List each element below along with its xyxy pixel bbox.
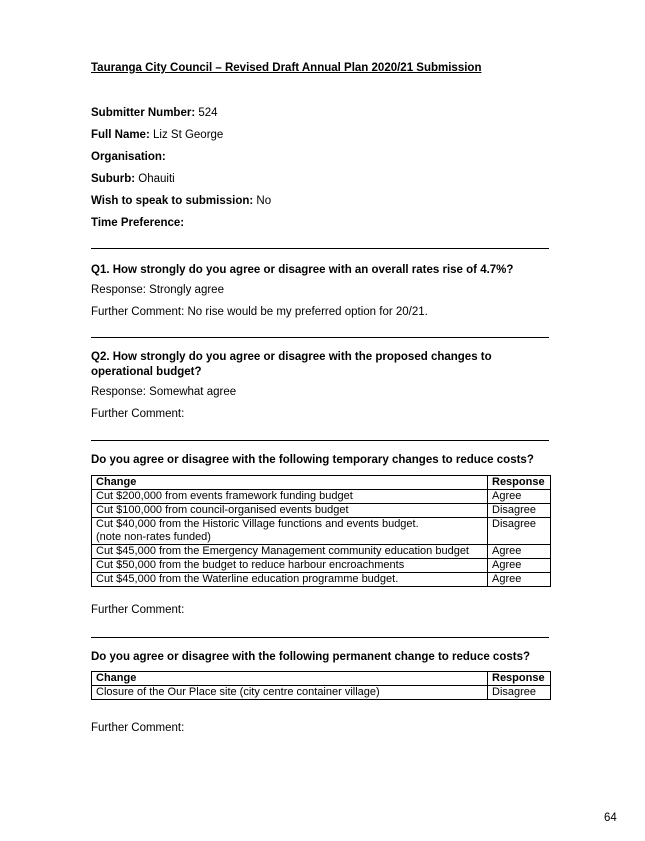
temporary-question: Do you agree or disagree with the following temporary changes to reduce costs?	[91, 454, 534, 466]
table-row	[92, 518, 551, 545]
table-header-row	[92, 476, 551, 490]
header-response: Response	[488, 476, 551, 490]
response-cell: Disagree	[488, 504, 551, 518]
wish-to-speak-value: No	[256, 195, 272, 207]
suburb-value: Ohauiti	[138, 173, 175, 185]
change-cell: Closure of the Our Place site (city centre container village)	[92, 686, 488, 700]
suburb	[91, 173, 175, 185]
table-row	[92, 686, 551, 700]
full-name-value: Liz St George	[153, 129, 224, 141]
time-preference	[91, 217, 184, 229]
change-cell: Cut $100,000 from council-organised events budget	[92, 504, 488, 518]
q2-question: Q2. How strongly do you agree or disagree with the proposed changes to operational budget?	[91, 351, 492, 378]
change-text: Cut $40,000 from the Historic Village functions and events budget.	[96, 518, 419, 530]
q1-response: Response: Strongly agree	[91, 284, 224, 296]
change-cell: Cut $50,000 from the budget to reduce harbour encroachments	[92, 559, 488, 573]
table-row	[92, 573, 551, 587]
permanent-comment: Further Comment:	[91, 722, 185, 734]
header-response: Response	[488, 672, 551, 686]
change-cell	[92, 518, 488, 545]
permanent-changes-table	[91, 671, 551, 700]
change-cell: Cut $45,000 from the Waterline education programme budget.	[92, 573, 488, 587]
change-cell: Cut $200,000 from events framework funding budget	[92, 490, 488, 504]
q2-comment: Further Comment:	[91, 408, 185, 420]
temporary-changes-table	[91, 475, 551, 587]
table-row	[92, 545, 551, 559]
change-note: (note non-rates funded)	[96, 531, 211, 543]
response-cell: Disagree	[488, 686, 551, 700]
wish-to-speak-label: Wish to speak to submission:	[91, 195, 254, 207]
full-name-label: Full Name:	[91, 129, 150, 141]
divider	[91, 248, 549, 249]
suburb-label: Suburb:	[91, 173, 136, 185]
table-row	[92, 490, 551, 504]
divider	[91, 337, 549, 338]
response-cell: Agree	[488, 490, 551, 504]
permanent-question: Do you agree or disagree with the following permanent change to reduce costs?	[91, 651, 530, 663]
wish-to-speak	[91, 195, 271, 207]
table-row	[92, 559, 551, 573]
response-cell: Agree	[488, 573, 551, 587]
temporary-comment: Further Comment:	[91, 604, 185, 616]
submitter-number	[91, 107, 218, 119]
table-header-row	[92, 672, 551, 686]
header-change: Change	[92, 476, 488, 490]
full-name	[91, 129, 223, 141]
submitter-number-value: 524	[198, 107, 218, 119]
q2-response: Response: Somewhat agree	[91, 386, 237, 398]
document-title: Tauranga City Council – Revised Draft Annual Plan 2020/21 Submission	[91, 62, 482, 74]
submitter-number-label: Submitter Number:	[91, 107, 196, 119]
q1-question: Q1. How strongly do you agree or disagree with an overall rates rise of 4.7%?	[91, 264, 514, 276]
response-cell: Disagree	[488, 518, 551, 545]
table-row	[92, 504, 551, 518]
organisation	[91, 151, 166, 163]
time-preference-label: Time Preference:	[91, 217, 185, 229]
organisation-label: Organisation:	[91, 151, 166, 163]
q1-comment: Further Comment: No rise would be my preferred option for 20/21.	[91, 306, 428, 318]
response-cell: Agree	[488, 545, 551, 559]
page-number: 64	[604, 812, 617, 824]
response-cell: Agree	[488, 559, 551, 573]
change-cell: Cut $45,000 from the Emergency Management community education budget	[92, 545, 488, 559]
divider	[91, 637, 549, 638]
divider	[91, 440, 549, 441]
header-change: Change	[92, 672, 488, 686]
